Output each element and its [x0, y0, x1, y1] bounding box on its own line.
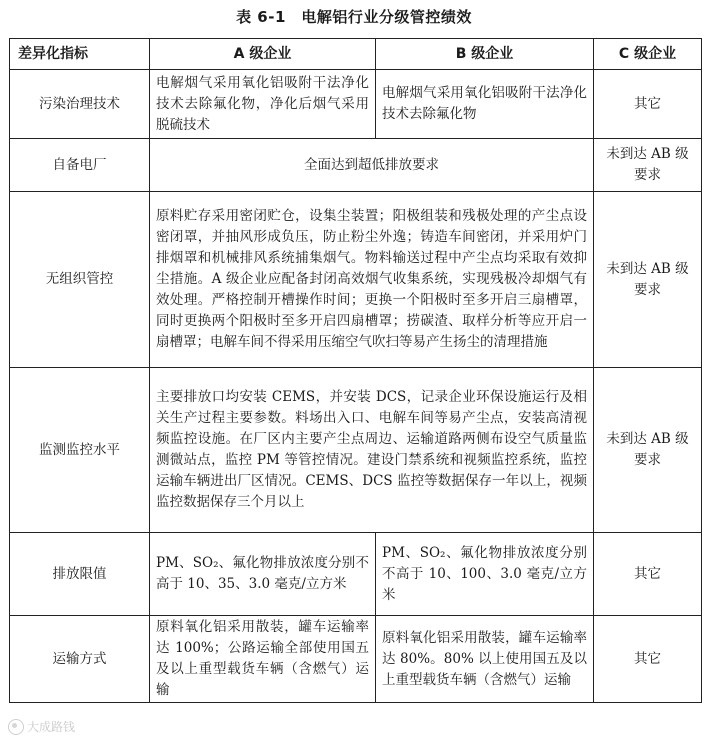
- row-label-fugitive: 无组织管控: [10, 192, 150, 368]
- cell-power-ab: 全面达到超低排放要求: [150, 139, 594, 192]
- row-label-transport: 运输方式: [10, 616, 150, 703]
- cell-transport-c: 其它: [594, 616, 702, 703]
- watermark: [8, 718, 75, 735]
- camera-watermark-icon: [8, 719, 24, 735]
- header-row: [10, 39, 702, 70]
- table-row: [10, 192, 702, 368]
- cell-fugitive-c: 未到达 AB 级要求: [594, 192, 702, 368]
- table-row: [10, 139, 702, 192]
- cell-monitor-ab: 主要排放口均安装 CEMS，并安装 DCS，记录企业环保设施运行及相关生产过程主要参数。料场出入口、电解车间等易产尘点，安装高清视频监控设施。在厂区内主要产尘点周边、运输道路两侧布设空气质量监测微站点，监控 PM 等管控情况。建设门禁系统和视频监控系统，监控运输车辆进出厂区情况。CEMS、DCS 监控等数据保存一年以上，视频监控数据保存三个月以上: [150, 368, 594, 533]
- row-label-pollution: 污染治理技术: [10, 70, 150, 139]
- table-row: [10, 368, 702, 533]
- cell-pollution-a: 电解烟气采用氧化铝吸附干法净化技术去除氟化物，净化后烟气采用脱硫技术: [150, 70, 376, 139]
- cell-transport-a: 原料氧化铝采用散装，罐车运输率达 100%；公路运输全部使用国五及以上重型载货车辆（含燃气）运输: [150, 616, 376, 703]
- header-grade-c: C 级企业: [594, 39, 702, 70]
- grading-table: [9, 38, 702, 703]
- cell-emission-a: PM、SO₂、氟化物排放浓度分别不高于 10、35、3.0 毫克/立方米: [150, 533, 376, 616]
- header-indicator: 差异化指标: [10, 39, 150, 70]
- table-row: [10, 70, 702, 139]
- row-label-emission: 排放限值: [10, 533, 150, 616]
- table-row: [10, 533, 702, 616]
- cell-monitor-c: 未到达 AB 级要求: [594, 368, 702, 533]
- watermark-text: 大成路钱: [27, 720, 76, 734]
- row-label-monitor: 监测监控水平: [10, 368, 150, 533]
- row-label-power: 自备电厂: [10, 139, 150, 192]
- cell-pollution-c: 其它: [594, 70, 702, 139]
- cell-power-c: 未到达 AB 级要求: [594, 139, 702, 192]
- cell-emission-c: 其它: [594, 533, 702, 616]
- cell-fugitive-ab: 原料贮存采用密闭贮仓，设集尘装置；阳极组装和残极处理的产尘点设密闭罩，并抽风形成负压，防止粉尘外逸；铸造车间密闭，并采用炉门排烟罩和机械排风系统捕集烟气。物料输送过程中产尘点均采取有效抑尘措施。A 级企业应配备封闭高效烟气收集系统，实现残极冷却烟气有效处理。严格控制开槽操作时间；更换一个阳极时至多开启三扇槽罩，同时更换两个阳极时至多开启四扇槽罩；捞碳渣、取样分析等应开启一扇槽罩；电解车间不得采用压缩空气吹扫等易产生扬尘的清理措施: [150, 192, 594, 368]
- header-grade-a: A 级企业: [150, 39, 376, 70]
- table-title: 表 6-1 电解铝行业分级管控绩效: [236, 8, 472, 26]
- cell-transport-b: 原料氧化铝采用散装，罐车运输率达 80%。80% 以上使用国五及以上重型载货车辆（含燃气）运输: [376, 616, 594, 703]
- table-row: [10, 616, 702, 703]
- cell-emission-b: PM、SO₂、氟化物排放浓度分别不高于 10、100、3.0 毫克/立方米: [376, 533, 594, 616]
- cell-pollution-b: 电解烟气采用氧化铝吸附干法净化技术去除氟化物: [376, 70, 594, 139]
- header-grade-b: B 级企业: [376, 39, 594, 70]
